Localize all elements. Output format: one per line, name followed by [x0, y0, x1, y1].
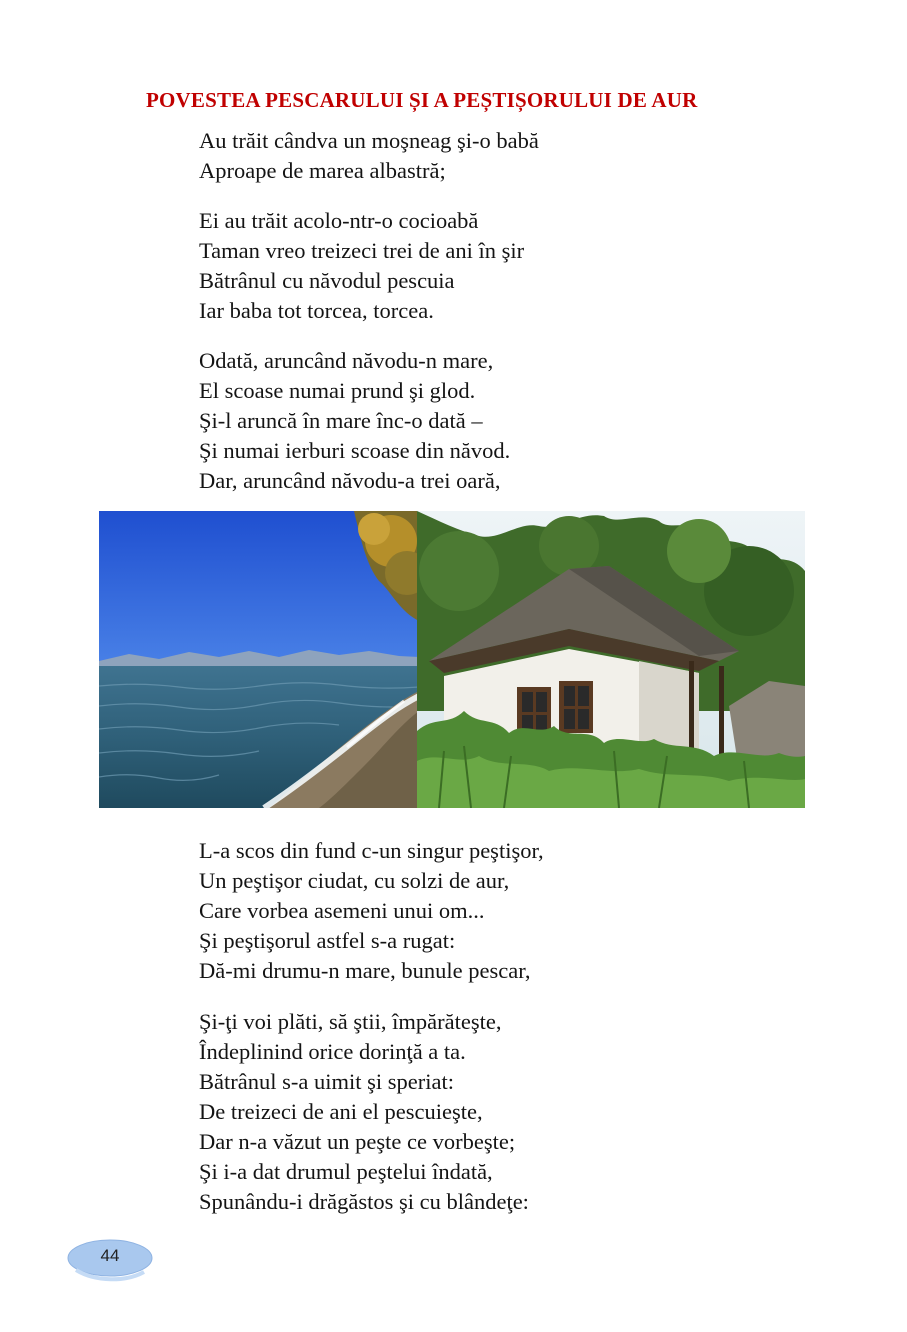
verse-line: Dă-mi drumu-n mare, bunule pescar, — [199, 958, 531, 983]
sea-shore-photo — [99, 511, 429, 808]
verse-line: Îndeplinind orice dorinţă a ta. — [199, 1039, 466, 1064]
stanza-1 — [199, 126, 539, 186]
verse-line: Care vorbea asemeni unui om... — [199, 898, 485, 923]
verse-line: Iar baba tot torcea, torcea. — [199, 298, 434, 323]
verse-line: El scoase numai prund şi glod. — [199, 378, 476, 403]
verse-line: Şi peştişorul astfel s-a rugat: — [199, 928, 456, 953]
verse-line: Taman vreo treizeci trei de ani în şir — [199, 238, 525, 263]
page-number-badge — [66, 1236, 154, 1282]
verse-line: Ei au trăit acolo-ntr-o cocioabă — [199, 208, 479, 233]
verse-line: Dar, aruncând năvodu-a trei oară, — [199, 468, 501, 493]
verse-line: Dar n-a văzut un peşte ce vorbeşte; — [199, 1129, 516, 1154]
verse-line: Aproape de marea albastră; — [199, 158, 446, 183]
verse-line: Şi-ţi voi plăti, să ştii, împărăteşte, — [199, 1009, 502, 1034]
verse-line: L-a scos din fund c-un singur peştişor, — [199, 838, 544, 863]
verse-line: Un peştişor ciudat, cu solzi de aur, — [199, 868, 510, 893]
verse-line: Şi-l aruncă în mare înc-o dată – — [199, 408, 483, 433]
old-cottage-photo — [417, 511, 805, 808]
verse-line: Bătrânul s-a uimit şi speriat: — [199, 1069, 454, 1094]
story-illustration — [99, 511, 805, 808]
verse-line: De treizeci de ani el pescuieşte, — [199, 1099, 483, 1124]
stanza-4 — [199, 836, 544, 986]
verse-line: Bătrânul cu năvodul pescuia — [199, 268, 455, 293]
stanza-3 — [199, 346, 510, 496]
verse-line: Au trăit cândva un moşneag şi-o babă — [199, 128, 539, 153]
page-title: POVESTEA PESCARULUI ȘI A PEȘTIȘORULUI DE AUR — [146, 88, 698, 112]
verse-line: Spunându-i drăgăstos şi cu blândeţe: — [199, 1189, 529, 1214]
stanza-2 — [199, 206, 524, 326]
verse-line: Odată, aruncând năvodu-n mare, — [199, 348, 494, 373]
verse-line: Şi numai ierburi scoase din năvod. — [199, 438, 511, 463]
verse-line: Şi i-a dat drumul peştelui îndată, — [199, 1159, 493, 1184]
page-number: 44 — [100, 1246, 120, 1265]
stanza-5 — [199, 1007, 529, 1217]
